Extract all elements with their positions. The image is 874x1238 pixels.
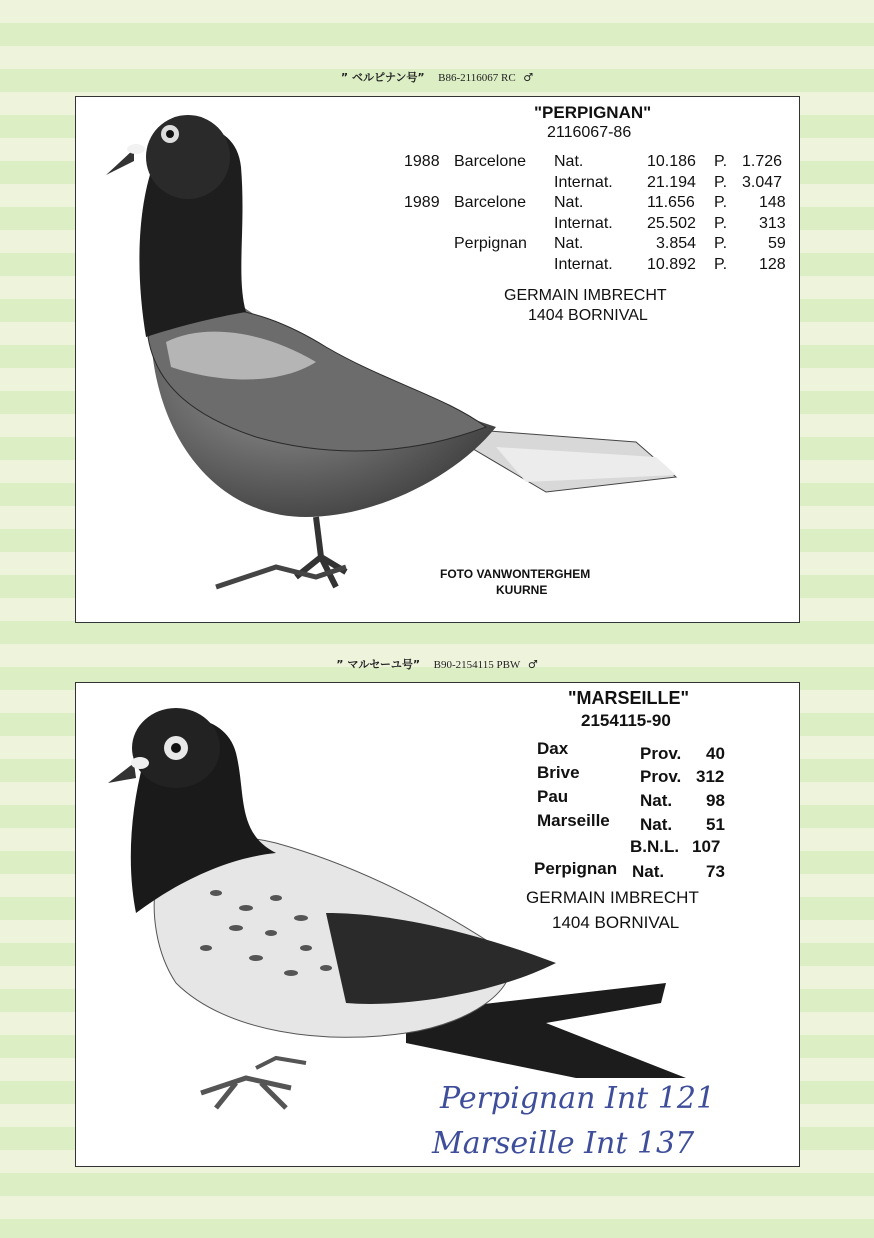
result-type: Nat. (640, 815, 673, 834)
card-ring-number: 2116067-86 (547, 124, 632, 141)
result-p: P. (714, 153, 728, 170)
result-place: 313 (759, 215, 786, 232)
ring-number: B90-2154115 PBW (433, 659, 521, 671)
owner-address: 1404 BORNIVAL (528, 307, 648, 324)
result-place: 73 (706, 862, 725, 881)
result-place: 51 (706, 815, 725, 834)
result-race: Barcelone (454, 194, 527, 211)
result-place: 1.726 (742, 153, 783, 170)
result-race: Barcelone (454, 153, 527, 170)
entry-2-caption (0, 656, 874, 672)
male-symbol-icon: ♂ (527, 658, 538, 671)
result-type: Prov. (640, 744, 682, 763)
result-birds: 3.854 (656, 235, 697, 252)
result-place: 128 (759, 256, 786, 273)
result-race: Dax (537, 739, 569, 758)
pigeon-photo-card-marseille (75, 682, 800, 1167)
result-type: Nat. (554, 194, 584, 211)
result-place: 148 (759, 194, 786, 211)
pigeon-photo-card-perpignan (75, 96, 800, 623)
ring-number: B86-2116067 RC (438, 72, 516, 84)
result-type: Nat. (554, 235, 584, 252)
result-year: 1989 (404, 194, 440, 211)
result-type: Prov. (640, 767, 682, 786)
result-p: P. (714, 215, 728, 232)
result-type: Nat. (632, 862, 665, 881)
result-place: 3.047 (742, 174, 783, 191)
result-birds: 10.186 (647, 153, 696, 170)
owner-name: GERMAIN IMBRECHT (526, 888, 699, 907)
photo-credit: FOTO VANWONTERGHEM (440, 567, 591, 581)
result-race: Pau (537, 787, 569, 806)
male-symbol-icon: ♂ (523, 71, 534, 84)
result-p: P. (714, 235, 728, 252)
card-pigeon-name: "PERPIGNAN" (534, 103, 652, 122)
result-race: Perpignan (454, 235, 527, 252)
result-p: P. (714, 174, 728, 191)
result-race: Brive (537, 763, 580, 782)
result-type: B.N.L. (630, 837, 680, 856)
owner-name: GERMAIN IMBRECHT (504, 287, 667, 304)
result-place: 98 (706, 791, 725, 810)
result-type: Internat. (554, 174, 613, 191)
result-place: 312 (696, 767, 725, 786)
card-ring-number: 2154115-90 (581, 711, 671, 730)
result-type: Internat. (554, 256, 613, 273)
result-birds: 25.502 (647, 215, 696, 232)
result-place: 59 (768, 235, 786, 252)
pigeon-name-jp: ” ベルピナン号” (340, 71, 425, 84)
photo-credit-town: KUURNE (496, 583, 548, 597)
result-type: Internat. (554, 215, 613, 232)
result-race: Marseille (537, 811, 610, 830)
result-race: Perpignan (534, 859, 618, 878)
entry-1-caption (0, 69, 874, 85)
result-p: P. (714, 256, 728, 273)
result-place: 40 (706, 744, 725, 763)
result-birds: 11.656 (647, 194, 695, 211)
result-birds: 21.194 (647, 174, 696, 191)
handwritten-note-line-2: Marseille Int 137 (432, 1126, 695, 1161)
owner-address: 1404 BORNIVAL (552, 913, 680, 932)
result-place: 107 (692, 837, 721, 856)
result-birds: 10.892 (647, 256, 696, 273)
pigeon-name-jp: ” マルセーユ号” (336, 658, 421, 671)
result-year: 1988 (404, 153, 440, 170)
result-type: Nat. (554, 153, 584, 170)
result-type: Nat. (640, 791, 673, 810)
card-pigeon-name: "MARSEILLE" (568, 688, 690, 708)
result-p: P. (714, 194, 728, 211)
handwritten-note-line-1: Perpignan Int 121 (440, 1081, 716, 1116)
